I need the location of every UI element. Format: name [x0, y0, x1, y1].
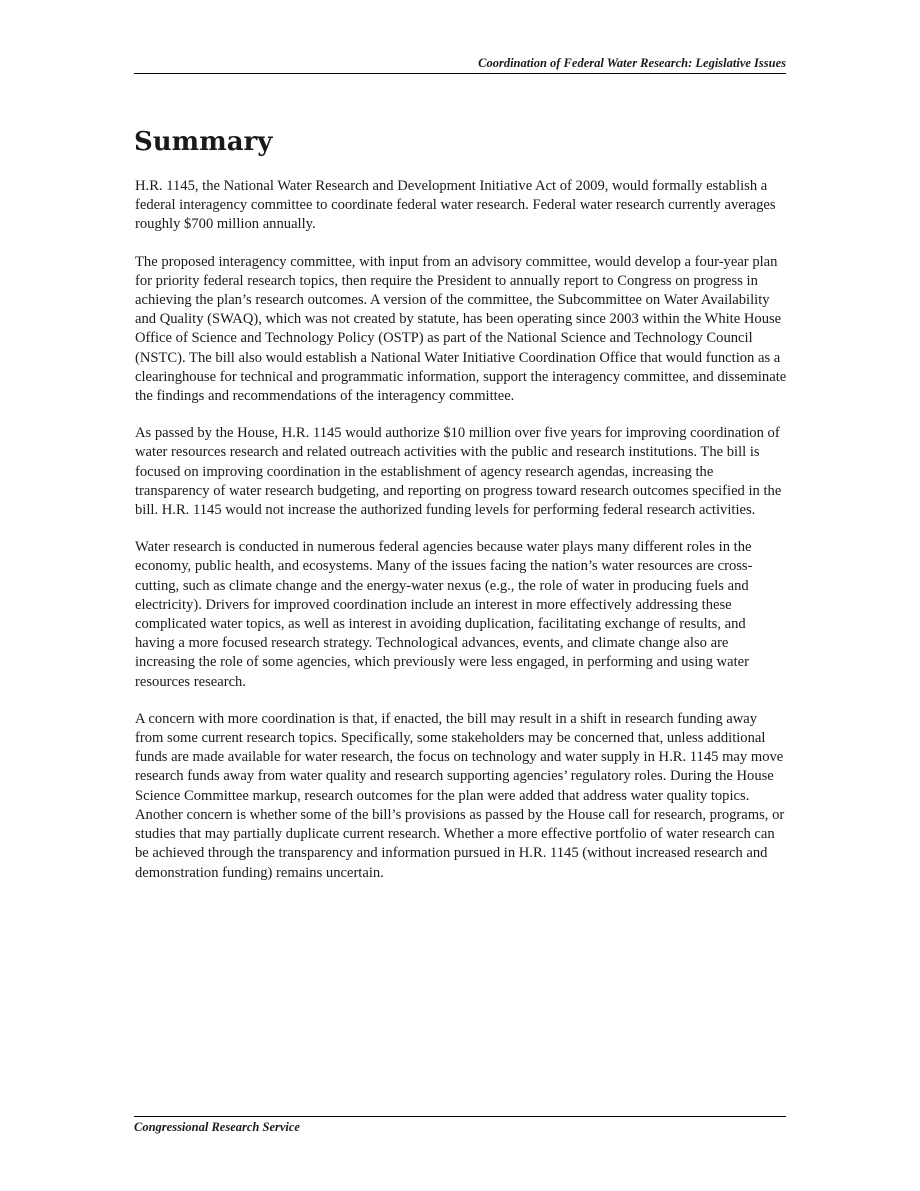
summary-paragraph-2: The proposed interagency committee, with input from an advisory committee, would develop a four-year plan for priority federal research topics, then require the President to annually report to Congress on progress in achieving the plan’s research outcomes. A version of the committee, the Subcommittee on Water Availability and Quality (SWAQ), which was not created by statute, has been operating since 2003 within the White House Office of Science and Technology Policy (OSTP) as part of the National Science and Technology Council (NSTC). The bill also would establish a National Water Initiative Coordination Office that would function as a clearinghouse for technical and programmatic information, support the interagency committee, and disseminate the findings and recommendations of the interagency committee. — [135, 253, 787, 405]
summary-paragraph-1: H.R. 1145, the National Water Research and Development Initiative Act of 2009, would formally establish a federal interagency committee to coordinate federal water research. Federal water research currently averages roughly $700 million annually. — [135, 178, 776, 233]
summary-body — [135, 177, 787, 901]
summary-paragraph-3: As passed by the House, H.R. 1145 would authorize $10 million over five years for improving coordination of water resources research and related outreach activities with the public and research institutions. The bill is focused on improving coordination in the establishment of agency research agendas, increasing the transparency of water research budgeting, and reporting on progress toward research outcomes specified in the bill. H.R. 1145 would not increase the authorized funding levels for performing federal research activities. — [135, 425, 782, 519]
summary-paragraph-5: A concern with more coordination is that, if enacted, the bill may result in a shift in research funding away from some current research topics. Specifically, some stakeholders may be concerned that, unless additional funds are made available for water research, the focus on technology and water supply in H.R. 1145 may move research funds away from water quality and research supporting agencies’ regulatory roles. During the House Science Committee markup, research outcomes for the plan were added that address water quality topics. Another concern is whether some of the bill’s provisions as passed by the House call for research, programs, or studies that may partially duplicate current research. Whether a more effective portfolio of water research can be achieved through the transparency and information pursued in H.R. 1145 (without increased research and demonstration funding) remains uncertain. — [135, 710, 785, 881]
footer-rule — [134, 1116, 786, 1117]
summary-paragraph-4: Water research is conducted in numerous federal agencies because water plays many different roles in the economy, public health, and ecosystems. Many of the issues facing the nation’s water resources are cross-cutting, such as climate change and the energy-water nexus (e.g., the role of water in producing fuels and electricity). Drivers for improved coordination include an interest in more effectively addressing these complicated water topics, as well as interest in avoiding duplication, facilitating exchange of results, and having a more focused research strategy. Technological advances, events, and climate change also are increasing the role of some agencies, which previously were less engaged, in performing and using water resources research. — [135, 539, 753, 690]
running-header: Coordination of Federal Water Research: Legislative Issues — [478, 56, 786, 70]
header-rule — [134, 73, 786, 74]
page-title: Summary — [134, 127, 273, 157]
running-footer: Congressional Research Service — [134, 1120, 300, 1134]
